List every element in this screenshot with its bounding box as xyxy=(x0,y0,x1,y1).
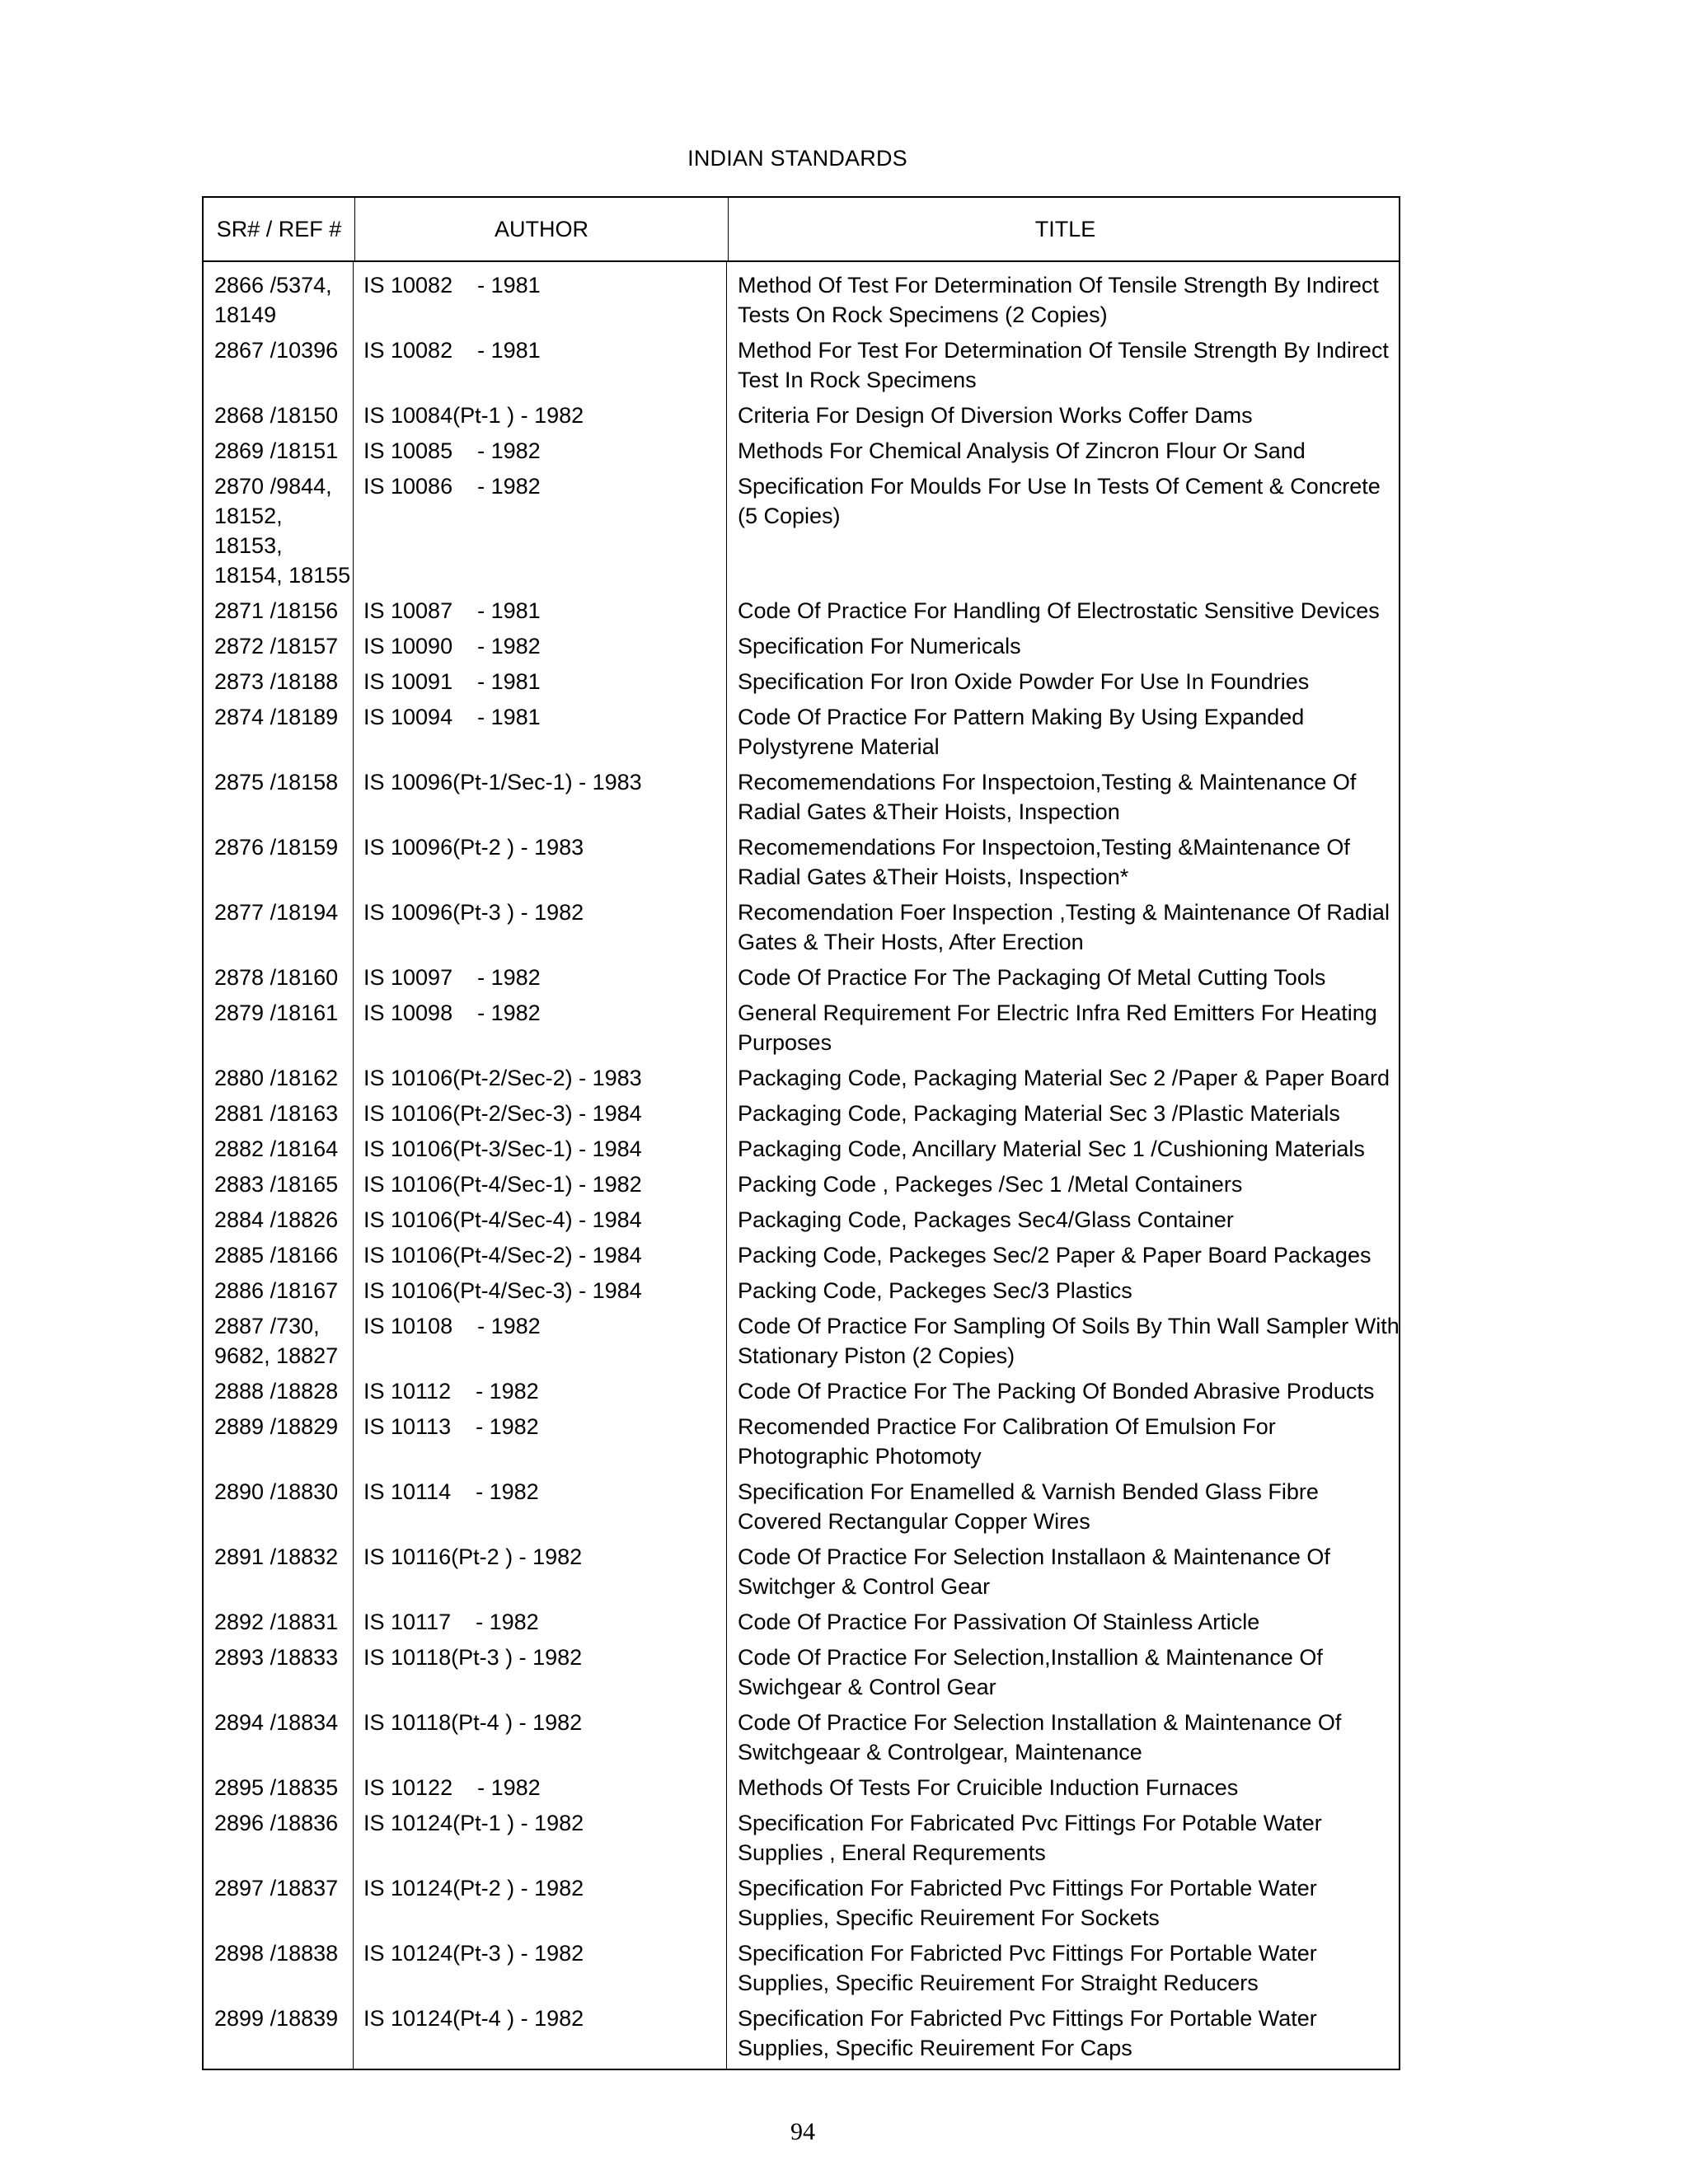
title-cell: Code Of Practice For Selection Installaon & Maintenance Of Switchger & Control Gear xyxy=(738,1544,1330,1599)
table-row xyxy=(204,1412,1399,1477)
author-cell: IS 10082 - 1981 xyxy=(363,273,541,298)
author-cell: IS 10096(Pt-1/Sec-1) - 1983 xyxy=(363,770,642,794)
title-cell: Specification For Iron Oxide Powder For Use In Foundries xyxy=(738,669,1310,694)
title-cell: Packaging Code, Packaging Material Sec 2 /Paper & Paper Board xyxy=(738,1066,1390,1090)
title-cell: Code Of Practice For Selection,Installion & Maintenance Of Swichgear & Control Gear xyxy=(738,1645,1323,1699)
title-cell: Code Of Practice For The Packaging Of Metal Cutting Tools xyxy=(738,965,1326,990)
sr-ref-cell: 2895 /18835 xyxy=(214,1775,339,1800)
sr-ref-cell: 2884 /18826 xyxy=(214,1207,339,1232)
sr-ref-cell: 2881 /18163 xyxy=(214,1101,339,1126)
sr-ref-cell: 2877 /18194 xyxy=(214,900,339,925)
title-cell: Method Of Test For Determination Of Tensile Strength By Indirect Tests On Rock Specimens (2 Copies) xyxy=(738,273,1379,327)
sr-ref-cell: 2891 /18832 xyxy=(214,1544,339,1569)
sr-ref-cell: 2898 /18838 xyxy=(214,1941,339,1966)
title-cell: Packing Code , Packeges /Sec 1 /Metal Containers xyxy=(738,1172,1243,1197)
title-cell: Specification For Numericals xyxy=(738,634,1021,658)
sr-ref-cell: 2890 /18830 xyxy=(214,1479,339,1504)
author-cell: IS 10094 - 1981 xyxy=(363,705,541,729)
table-row xyxy=(204,1205,1399,1240)
column-header-author: AUTHOR xyxy=(354,198,728,260)
table-row xyxy=(204,767,1399,832)
title-cell: Code Of Practice For Pattern Making By Using Expanded Polystyrene Material xyxy=(738,705,1305,759)
table-row xyxy=(204,1708,1399,1773)
sr-ref-cell: 2885 /18166 xyxy=(214,1243,339,1268)
table-row xyxy=(204,1099,1399,1134)
title-cell: Specification For Fabricted Pvc Fittings For Portable Water Supplies, Specific Reuirement For Straight Reducers xyxy=(738,1941,1317,1995)
author-cell: IS 10106(Pt-4/Sec-2) - 1984 xyxy=(363,1243,642,1268)
sr-ref-cell: 2874 /18189 xyxy=(214,705,339,729)
sr-ref-cell: 2878 /18160 xyxy=(214,965,339,990)
title-cell: Code Of Practice For Passivation Of Stainless Article xyxy=(738,1610,1260,1634)
title-cell: Code Of Practice For The Packing Of Bonded Abrasive Products xyxy=(738,1379,1375,1404)
sr-ref-cell: 2886 /18167 xyxy=(214,1278,339,1303)
sr-ref-cell: 2893 /18833 xyxy=(214,1645,339,1670)
title-cell: Code Of Practice For Sampling Of Soils By Thin Wall Sampler With Stationary Piston (2 Copies) xyxy=(738,1314,1400,1368)
author-cell: IS 10122 - 1982 xyxy=(363,1775,541,1800)
table-row xyxy=(204,436,1399,471)
sr-ref-cell: 2866 /5374, 18149 xyxy=(214,273,332,327)
page-number: 94 xyxy=(790,2118,815,2145)
author-cell: IS 10106(Pt-4/Sec-4) - 1984 xyxy=(363,1207,642,1232)
table-row xyxy=(204,1873,1399,1938)
author-cell: IS 10108 - 1982 xyxy=(363,1314,541,1338)
author-cell: IS 10124(Pt-1 ) - 1982 xyxy=(363,1811,584,1835)
sr-ref-cell: 2896 /18836 xyxy=(214,1811,339,1835)
author-cell: IS 10106(Pt-4/Sec-3) - 1984 xyxy=(363,1278,642,1303)
title-cell: Specification For Enamelled & Varnish Bended Glass Fibre Covered Rectangular Copper Wires xyxy=(738,1479,1319,1534)
title-cell: Code Of Practice For Handling Of Electrostatic Sensitive Devices xyxy=(738,598,1380,623)
title-cell: Recomemendations For Inspectoion,Testing & Maintenance Of Radial Gates &Their Hoists, Inspection xyxy=(738,770,1357,824)
author-cell: IS 10086 - 1982 xyxy=(363,474,541,499)
sr-ref-cell: 2867 /10396 xyxy=(214,338,339,363)
sr-ref-cell: 2897 /18837 xyxy=(214,1876,339,1900)
table-row xyxy=(204,1542,1399,1607)
table-row xyxy=(204,1276,1399,1311)
author-cell: IS 10116(Pt-2 ) - 1982 xyxy=(363,1544,583,1569)
title-cell: Packaging Code, Packaging Material Sec 3 /Plastic Materials xyxy=(738,1101,1340,1126)
table-row xyxy=(204,471,1399,596)
title-cell: General Requirement For Electric Infra Red Emitters For Heating Purposes xyxy=(738,1001,1377,1055)
author-cell: IS 10090 - 1982 xyxy=(363,634,541,658)
title-cell: Specification For Moulds For Use In Tests Of Cement & Concrete (5 Copies) xyxy=(738,474,1381,528)
sr-ref-cell: 2892 /18831 xyxy=(214,1610,339,1634)
author-cell: IS 10124(Pt-2 ) - 1982 xyxy=(363,1876,584,1900)
sr-ref-cell: 2879 /18161 xyxy=(214,1001,339,1025)
title-cell: Method For Test For Determination Of Tensile Strength By Indirect Test In Rock Specimens xyxy=(738,338,1389,392)
title-cell: Criteria For Design Of Diversion Works Coffer Dams xyxy=(738,403,1253,428)
author-cell: IS 10118(Pt-4 ) - 1982 xyxy=(363,1710,583,1735)
table-row xyxy=(204,2004,1399,2069)
sr-ref-cell: 2894 /18834 xyxy=(214,1710,339,1735)
sr-ref-cell: 2882 /18164 xyxy=(214,1137,339,1161)
table-row xyxy=(204,667,1399,702)
table-body xyxy=(202,262,1400,2070)
author-cell: IS 10084(Pt-1 ) - 1982 xyxy=(363,403,584,428)
table-row xyxy=(204,1169,1399,1205)
table-row xyxy=(204,1134,1399,1169)
column-header-sr-ref: SR# / REF # xyxy=(216,216,342,241)
table-header xyxy=(202,196,1400,262)
title-cell: Code Of Practice For Selection Installation & Maintenance Of Switchgeaar & Controlgear, Maintenance xyxy=(738,1710,1342,1765)
table-row xyxy=(204,1240,1399,1276)
author-cell: IS 10124(Pt-3 ) - 1982 xyxy=(363,1941,584,1966)
sr-ref-cell: 2871 /18156 xyxy=(214,598,339,623)
author-cell: IS 10124(Pt-4 ) - 1982 xyxy=(363,2006,584,2031)
table-row xyxy=(204,1607,1399,1643)
table-row xyxy=(204,631,1399,667)
table-row xyxy=(204,270,1399,335)
table-row xyxy=(204,963,1399,998)
sr-ref-cell: 2876 /18159 xyxy=(214,835,339,860)
author-cell: IS 10118(Pt-3 ) - 1982 xyxy=(363,1645,583,1670)
author-cell: IS 10106(Pt-4/Sec-1) - 1982 xyxy=(363,1172,642,1197)
author-cell: IS 10085 - 1982 xyxy=(363,438,541,463)
title-cell: Specification For Fabricated Pvc Fittings For Potable Water Supplies , Eneral Requrements xyxy=(738,1811,1322,1865)
title-cell: Packing Code, Packeges Sec/3 Plastics xyxy=(738,1278,1132,1303)
author-cell: IS 10106(Pt-2/Sec-2) - 1983 xyxy=(363,1066,642,1090)
table-row xyxy=(204,1773,1399,1808)
sr-ref-cell: 2887 /730, 9682, 18827 xyxy=(214,1314,339,1368)
sr-ref-cell: 2899 /18839 xyxy=(214,2006,339,2031)
author-cell: IS 10082 - 1981 xyxy=(363,338,541,363)
title-cell: Packaging Code, Packages Sec4/Glass Container xyxy=(738,1207,1234,1232)
author-cell: IS 10114 - 1982 xyxy=(363,1479,539,1504)
sr-ref-cell: 2880 /18162 xyxy=(214,1066,339,1090)
title-cell: Methods Of Tests For Cruicible Induction Furnaces xyxy=(738,1775,1239,1800)
table-row xyxy=(204,1643,1399,1708)
table-row xyxy=(204,1311,1399,1376)
author-cell: IS 10106(Pt-3/Sec-1) - 1984 xyxy=(363,1137,642,1161)
table-row xyxy=(204,832,1399,898)
sr-ref-cell: 2873 /18188 xyxy=(214,669,339,694)
sr-ref-cell: 2872 /18157 xyxy=(214,634,339,658)
page-title: INDIAN STANDARDS xyxy=(687,146,907,171)
author-cell: IS 10096(Pt-3 ) - 1982 xyxy=(363,900,584,925)
table-row xyxy=(204,1808,1399,1873)
title-cell: Recomemendations For Inspectoion,Testing &Maintenance Of Radial Gates &Their Hoists, Inspection* xyxy=(738,835,1350,889)
table-row xyxy=(204,596,1399,631)
author-cell: IS 10087 - 1981 xyxy=(363,598,541,623)
author-cell: IS 10117 - 1982 xyxy=(363,1610,539,1634)
author-cell: IS 10112 - 1982 xyxy=(363,1379,539,1404)
table-row xyxy=(204,1477,1399,1542)
sr-ref-cell: 2869 /18151 xyxy=(214,438,339,463)
standards-table xyxy=(202,196,1400,2070)
title-cell: Recomendation Foer Inspection ,Testing & Maintenance Of Radial Gates & Their Hosts, After Erection xyxy=(738,900,1390,954)
sr-ref-cell: 2889 /18829 xyxy=(214,1414,339,1439)
author-cell: IS 10096(Pt-2 ) - 1983 xyxy=(363,835,584,860)
sr-ref-cell: 2868 /18150 xyxy=(214,403,339,428)
sr-ref-cell: 2883 /18165 xyxy=(214,1172,339,1197)
table-row xyxy=(204,1938,1399,2004)
sr-ref-cell: 2870 /9844, 18152, 18153, 18154, 18155 xyxy=(214,474,351,588)
title-cell: Specification For Fabricted Pvc Fittings For Portable Water Supplies, Specific Reuirement For Sockets xyxy=(738,1876,1317,1930)
table-row xyxy=(204,998,1399,1063)
table-row xyxy=(204,1063,1399,1099)
table-row xyxy=(204,898,1399,963)
table-row xyxy=(204,1376,1399,1412)
table-row xyxy=(204,335,1399,401)
title-cell: Packing Code, Packeges Sec/2 Paper & Paper Board Packages xyxy=(738,1243,1372,1268)
title-cell: Methods For Chemical Analysis Of Zincron Flour Or Sand xyxy=(738,438,1306,463)
sr-ref-cell: 2888 /18828 xyxy=(214,1379,339,1404)
author-cell: IS 10113 - 1982 xyxy=(363,1414,539,1439)
sr-ref-cell: 2875 /18158 xyxy=(214,770,339,794)
table-row xyxy=(204,401,1399,436)
author-cell: IS 10097 - 1982 xyxy=(363,965,541,990)
author-cell: IS 10106(Pt-2/Sec-3) - 1984 xyxy=(363,1101,642,1126)
title-cell: Recomended Practice For Calibration Of Emulsion For Photographic Photomoty xyxy=(738,1414,1276,1469)
title-cell: Packaging Code, Ancillary Material Sec 1 /Cushioning Materials xyxy=(738,1137,1365,1161)
title-cell: Specification For Fabricted Pvc Fittings For Portable Water Supplies, Specific Reuirement For Caps xyxy=(738,2006,1317,2060)
author-cell: IS 10091 - 1981 xyxy=(363,669,541,694)
column-header-title: TITLE xyxy=(728,198,1402,260)
table-row xyxy=(204,702,1399,767)
author-cell: IS 10098 - 1982 xyxy=(363,1001,541,1025)
